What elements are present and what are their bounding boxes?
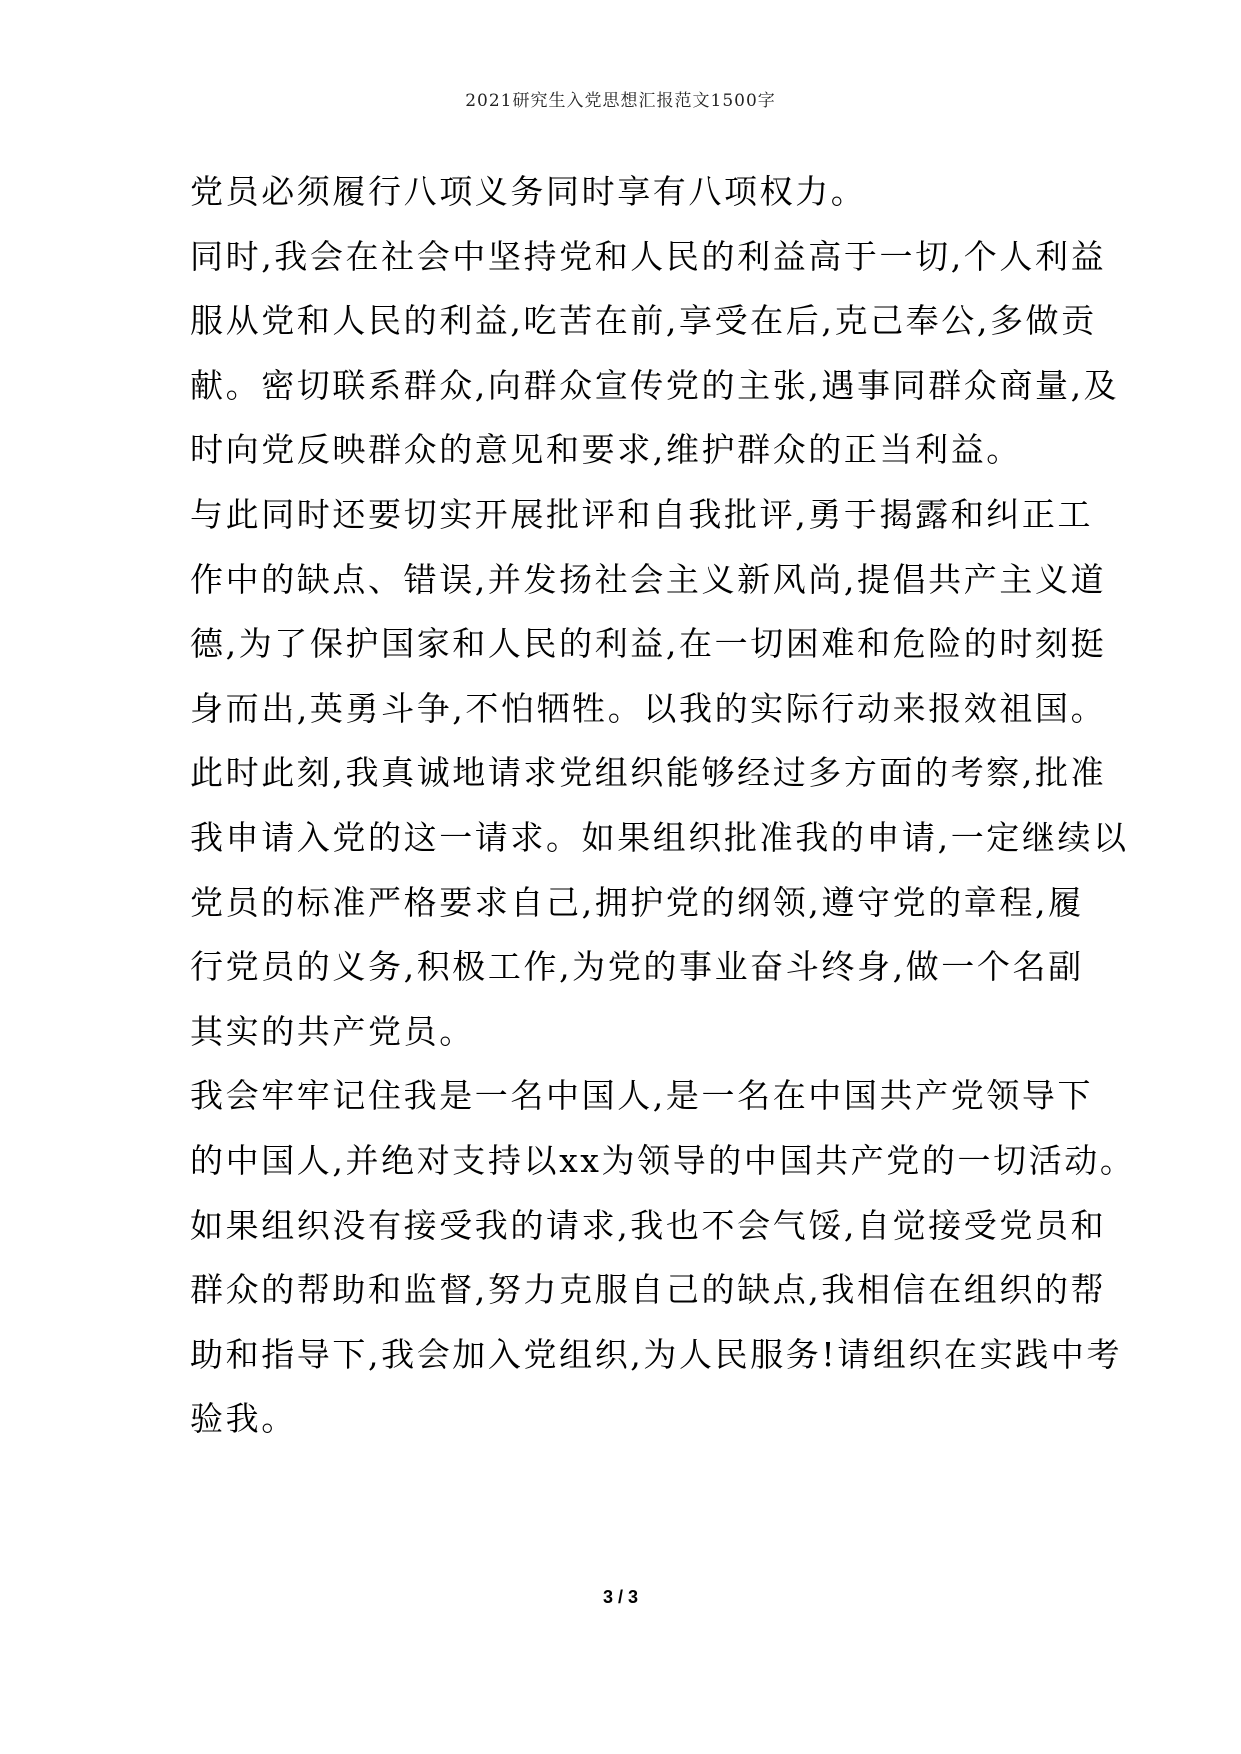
text-line: 我申请入党的这一请求。如果组织批准我的申请,一定继续以 — [190, 817, 1129, 857]
text-line: 如果组织没有接受我的请求,我也不会气馁,自觉接受党员和 — [190, 1205, 1107, 1245]
text-line: 服从党和人民的利益,吃苦在前,享受在后,克己奉公,多做贡 — [190, 301, 1097, 341]
text-line: 助和指导下,我会加入党组织,为人民服务!请组织在实践中考 — [190, 1334, 1123, 1374]
text-line: 的中国人,并绝对支持以xx为领导的中国共产党的一切活动。 — [190, 1140, 1136, 1180]
running-header: 2021研究生入党思想汇报范文1500字 — [465, 91, 776, 111]
text-line: 作中的缺点、错误,并发扬社会主义新风尚,提倡共产主义道 — [190, 559, 1107, 599]
text-line: 我会牢牢记住我是一名中国人,是一名在中国共产党领导下 — [190, 1076, 1094, 1116]
text-line: 献。密切联系群众,向群众宣传党的主张,遇事同群众商量,及 — [190, 365, 1120, 405]
body-text — [190, 160, 1136, 1452]
text-line: 验我。 — [190, 1399, 297, 1439]
text-line: 党员的标准严格要求自己,拥护党的纲领,遵守党的章程,履 — [190, 882, 1084, 922]
text-line: 与此同时还要切实开展批评和自我批评,勇于揭露和纠正工 — [190, 494, 1094, 534]
text-line: 身而出,英勇斗争,不怕牺牲。以我的实际行动来报效祖国。 — [190, 688, 1107, 728]
page-number: 3 / 3 — [602, 1587, 639, 1607]
text-line: 此时此刻,我真诚地请求党组织能够经过多方面的考察,批准 — [190, 753, 1107, 793]
text-line: 行党员的义务,积极工作,为党的事业奋斗终身,做一个名副 — [190, 947, 1084, 987]
text-line: 党员必须履行八项义务同时享有八项权力。 — [190, 172, 867, 211]
text-line: 群众的帮助和监督,努力克服自己的缺点,我相信在组织的帮 — [190, 1270, 1107, 1310]
text-line: 同时,我会在社会中坚持党和人民的利益高于一切,个人利益 — [190, 236, 1107, 276]
text-line: 德,为了保护国家和人民的利益,在一切困难和危险的时刻挺 — [190, 624, 1107, 664]
text-line: 时向党反映群众的意见和要求,维护群众的正当利益。 — [190, 430, 1022, 470]
text-line: 其实的共产党员。 — [190, 1011, 475, 1051]
